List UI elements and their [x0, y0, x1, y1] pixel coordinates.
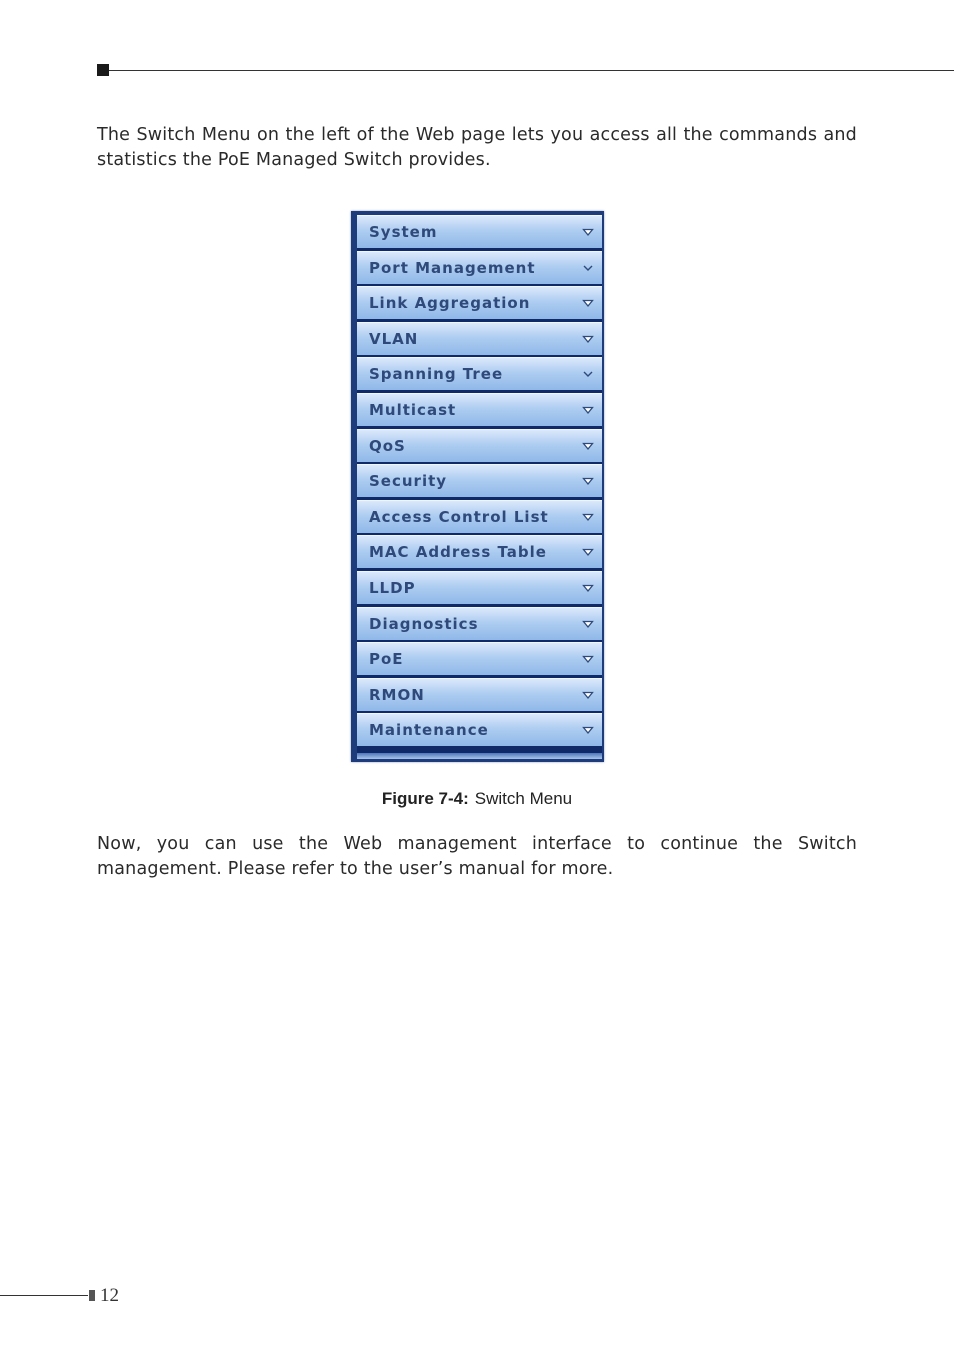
triangle-down-icon[interactable]	[582, 334, 594, 344]
switch-menu-figure	[351, 211, 604, 762]
page-number: 12	[100, 1285, 119, 1306]
menu-item-label: QoS	[369, 436, 406, 455]
menu-item-label: VLAN	[369, 329, 419, 348]
menu-item-access-control-list[interactable]	[357, 500, 602, 533]
menu-item-security[interactable]	[357, 464, 602, 497]
menu-item-vlan[interactable]	[357, 322, 602, 355]
triangle-down-icon[interactable]	[582, 583, 594, 593]
menu-item-label: Maintenance	[369, 721, 489, 740]
outro-paragraph: Now, you can use the Web management interface to continue the Switch management. Please refer to the user’s manual for more.	[97, 834, 857, 879]
menu-item-label: MAC Address Table	[369, 543, 547, 562]
menu-item-diagnostics[interactable]	[357, 607, 602, 640]
menu-item-mac-address-table[interactable]	[357, 535, 602, 568]
menu-item-label: Multicast	[369, 400, 457, 419]
menu-item-spanning-tree[interactable]	[357, 357, 602, 390]
figure-caption-text: Switch Menu	[474, 789, 573, 808]
menu-item-label: RMON	[369, 685, 425, 704]
menu-item-label: Spanning Tree	[369, 365, 504, 384]
menu-item-label: Link Aggregation	[369, 294, 531, 313]
switch-menu-list	[357, 215, 602, 746]
intro-paragraph: The Switch Menu on the left of the Web page lets you access all the commands and statistics the PoE Managed Switch provides.	[97, 125, 857, 170]
menu-item-lldp[interactable]	[357, 571, 602, 604]
triangle-down-icon[interactable]	[582, 690, 594, 700]
chevron-down-icon[interactable]	[582, 369, 594, 379]
triangle-down-icon[interactable]	[582, 227, 594, 237]
switch-menu-footer-bar	[357, 753, 602, 759]
menu-item-label: LLDP	[369, 578, 416, 597]
menu-item-label: PoE	[369, 650, 404, 669]
menu-item-label: Diagnostics	[369, 614, 479, 633]
triangle-down-icon[interactable]	[582, 547, 594, 557]
menu-item-maintenance[interactable]	[357, 713, 602, 746]
menu-item-label: Access Control List	[369, 507, 549, 526]
figure-caption	[0, 789, 954, 809]
menu-item-port-management[interactable]	[357, 251, 602, 284]
menu-item-label: Security	[369, 472, 448, 491]
triangle-down-icon[interactable]	[582, 725, 594, 735]
footer-rule	[0, 1295, 88, 1296]
menu-item-label: Port Management	[369, 258, 536, 277]
menu-item-label: System	[369, 223, 438, 241]
chevron-down-icon[interactable]	[582, 263, 594, 273]
menu-item-poe[interactable]	[357, 642, 602, 675]
triangle-down-icon[interactable]	[582, 441, 594, 451]
figure-caption-label: Figure 7-4:	[381, 789, 469, 808]
triangle-down-icon[interactable]	[582, 298, 594, 308]
menu-item-multicast[interactable]	[357, 393, 602, 426]
footer-marker	[89, 1290, 95, 1301]
switch-menu	[357, 215, 602, 757]
header-rule	[109, 70, 954, 71]
menu-item-link-aggregation[interactable]	[357, 286, 602, 319]
triangle-down-icon[interactable]	[582, 476, 594, 486]
menu-item-rmon[interactable]	[357, 678, 602, 711]
triangle-down-icon[interactable]	[582, 512, 594, 522]
triangle-down-icon[interactable]	[582, 654, 594, 664]
menu-item-system[interactable]	[357, 215, 602, 248]
header-marker	[97, 64, 109, 76]
triangle-down-icon[interactable]	[582, 619, 594, 629]
menu-item-qos[interactable]	[357, 429, 602, 462]
triangle-down-icon[interactable]	[582, 405, 594, 415]
